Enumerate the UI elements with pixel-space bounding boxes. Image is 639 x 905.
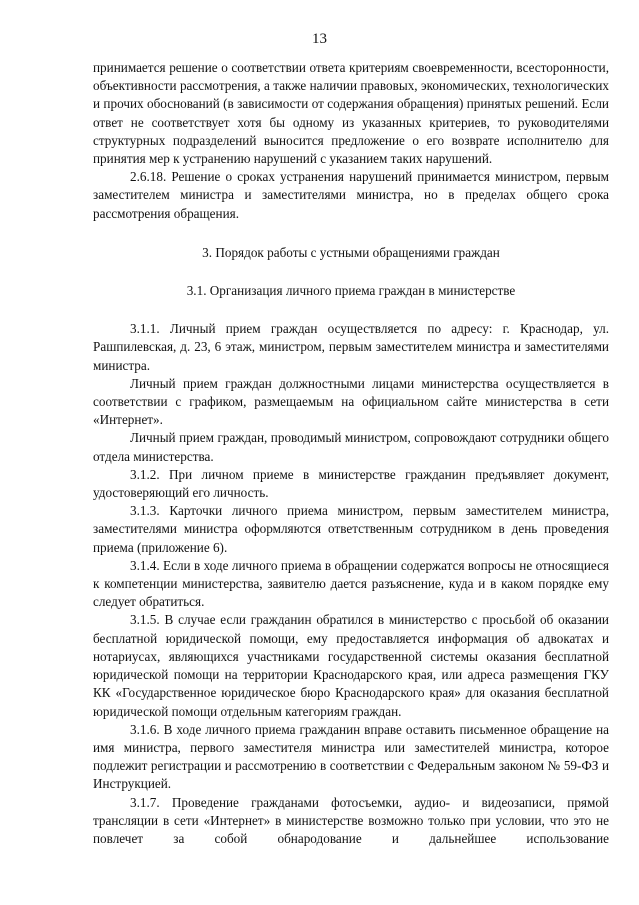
subsection-heading: 3.1. Организация личного приема граждан в министерстве (186, 283, 516, 299)
paragraph-schedule: Личный прием граждан должностными лицами министерства осуществляется в соответствии с графиком, размещаемым на официальном сайте министерства в сети «Интернет». (93, 375, 609, 428)
page-number: 13 (312, 31, 327, 47)
paragraph-3-1-1: 3.1.1. Личный прием граждан осуществляется по адресу: г. Краснодар, ул. Рашпилевская, д. 23, 6 этаж, министром, первым заместителем министра и заместителями министра. (93, 321, 609, 373)
paragraph-3-1-6: 3.1.6. В ходе личного приема гражданин вправе оставить письменное обращение на имя министра, первого заместителя министра или заместителей министра, которое подлежит регистрации и рассмотрению в соответствии с Федеральным законом № 59-ФЗ и Инструкцией. (93, 721, 609, 792)
section-heading: 3. Порядок работы с устными обращениями граждан (202, 244, 500, 260)
paragraph-3-1-2: 3.1.2. При личном приеме в министерстве гражданин предъявляет документ, удостоверяющий его личность. (93, 466, 609, 501)
paragraph-2-6-18: 2.6.18. Решение о сроках устранения нарушений принимается министром, первым заместителем министра и заместителями министра, но в пределах общего срока рассмотрения обращения. (93, 169, 609, 221)
paragraph-3-1-7: 3.1.7. Проведение гражданами фотосъемки, аудио- и видеозаписи, прямой трансляции в сети «Интернет» в министерстве возможно только при условии, что это не повлечет за собой обнародование и дальнейшее использование (93, 794, 609, 846)
paragraph-2-6-17-continuation: принимается решение о соответствии ответа критериям своевременности, всесторонности, объективности рассмотрения, а также наличии правовых, экономических, технологических и прочих обоснований (в зависимости от содержания обращения) принятых решений. Если ответ не соответствует хотя бы одному из указанных критериев, то руководителями структурных подразделений выносится предложение о его возврате исполнителю для принятия мер к устранению нарушений с указанием таких нарушений. (93, 60, 609, 167)
document-body (93, 59, 609, 848)
paragraph-3-1-4: 3.1.4. Если в ходе личного приема в обращении содержатся вопросы не относящиеся к компетенции министерства, заявителю дается разъяснение, куда и в каком порядке ему следует обратиться. (93, 557, 609, 610)
paragraph-3-1-3: 3.1.3. Карточки личного приема министром, первым заместителем министра, заместителями министра оформляются ответственным сотрудником в день проведения приема (приложение 6). (93, 503, 609, 555)
paragraph-3-1-5: 3.1.5. В случае если гражданин обратился в министерство с просьбой об оказании бесплатной юридической помощи, ему предоставляется информация об адвокатах и нотариусах, являющихся участниками государственной системы оказания бесплатной юридической помощи на территории Краснодарского края, или адреса размещения ГКУ КК «Государственное юридическое бюро Краснодарского края» для оказания бесплатной юридической помощи отдельным категориям граждан. (93, 612, 609, 719)
paragraph-minister-reception: Личный прием граждан, проводимый министром, сопровождают сотрудники общего отдела министерства. (93, 430, 609, 464)
